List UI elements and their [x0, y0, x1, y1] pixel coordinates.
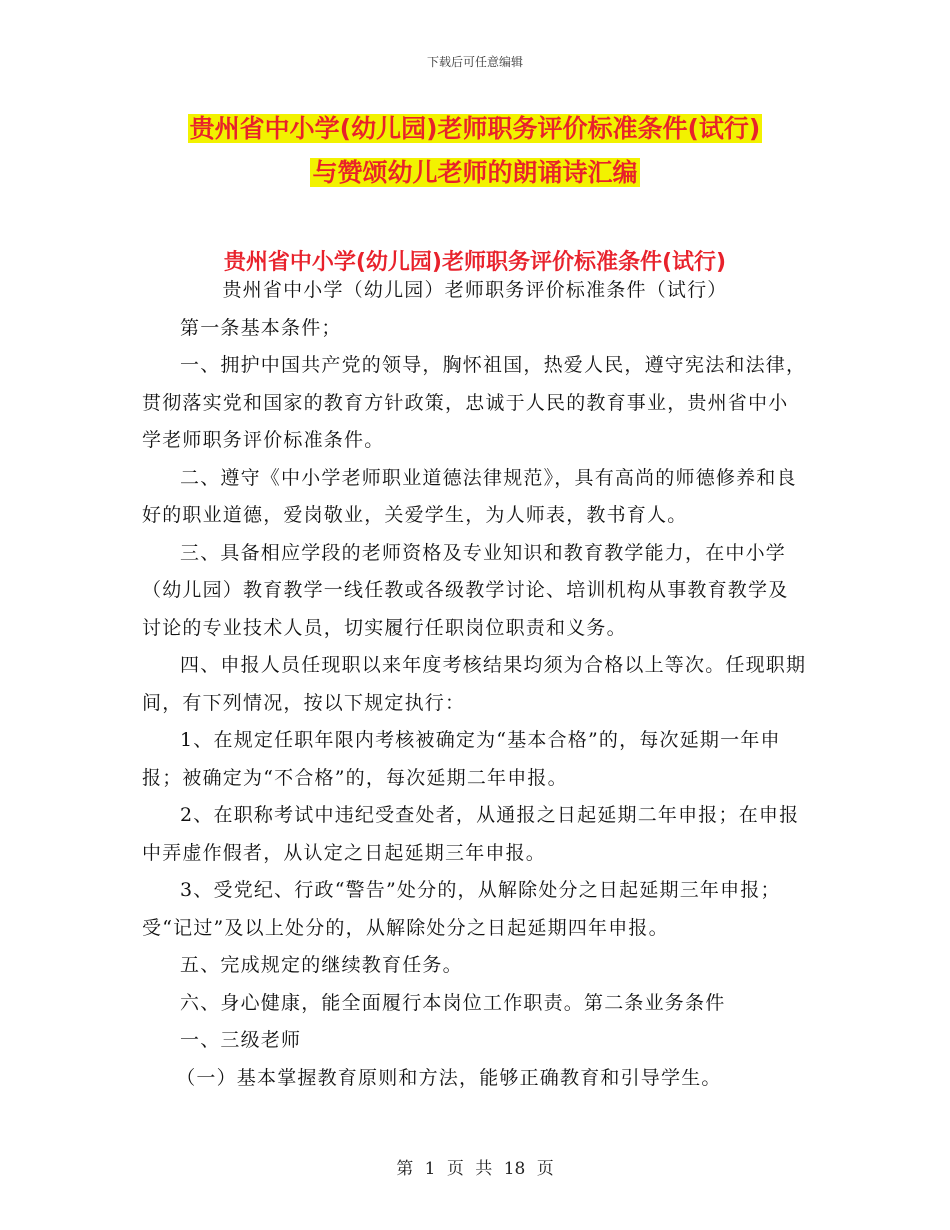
paragraph: 2、在职称考试中违纪受查处者，从通报之日起延期二年申报；在申报中弄虚作假者，从认定之日起延期三年申报。: [142, 804, 800, 864]
paragraph: 三、具备相应学段的老师资格及专业知识和教育教学能力，在中小学（幼儿园）教育教学一线任教或各级教学讨论、培训机构从事教育教学及讨论的专业技术人员，切实履行任职岗位职责和义务。: [142, 541, 789, 639]
paragraph: （一）基本掌握教育原则和方法，能够正确教育和引导学生。: [176, 1066, 722, 1089]
document-title-line-2: [0, 155, 950, 191]
paragraph: 六、身心健康，能全面履行本岗位工作职责。第二条业务条件: [180, 991, 726, 1014]
paragraph: 五、完成规定的继续教育任务。: [180, 954, 463, 976]
title-highlight-2: 与赞颂幼儿老师的朗诵诗汇编: [312, 158, 638, 187]
paragraph: 二、遵守《中小学老师职业道德法律规范》，具有高尚的师德修养和良好的职业道德，爱岗敬业，关爱学生，为人师表，教书育人。: [142, 466, 797, 526]
document-title-line-1: [0, 111, 950, 147]
page-footer: 第 1 页 共 18 页: [396, 1159, 554, 1179]
title-highlight-1: 贵州省中小学(幼儿园)老师职务评价标准条件(试行): [189, 114, 761, 143]
paragraph: 一、拥护中国共产党的领导，胸怀祖国，热爱人民，遵守宪法和法律，贯彻落实党和国家的教育方针政策，忠诚于人民的教育事业，贵州省中小学老师职务评价标准条件。: [142, 354, 807, 451]
paragraph: 1、在规定任职年限内考核被确定为“基本合格”的，每次延期一年申报；被确定为“不合格”的，每次延期二年申报。: [142, 729, 781, 789]
paragraph: 四、申报人员任现职以来年度考核结果均须为合格以上等次。任现职期间，有下列情况，按以下规定执行：: [142, 654, 807, 714]
body-subheading: 贵州省中小学（幼儿园）老师职务评价标准条件（试行）: [222, 279, 728, 301]
paragraph: 第一条基本条件；: [180, 316, 342, 339]
page-header-note: 下载后可任意编辑: [426, 55, 523, 69]
document-body: [142, 272, 808, 1097]
paragraph: 3、受党纪、行政“警告”处分的，从解除处分之日起延期三年申报；受“记过”及以上处分的，从解除处分之日起延期四年申报。: [142, 879, 781, 939]
paragraph: 一、三级老师: [180, 1029, 302, 1051]
section-title: 贵州省中小学(幼儿园)老师职务评价标准条件(试行): [223, 250, 727, 275]
